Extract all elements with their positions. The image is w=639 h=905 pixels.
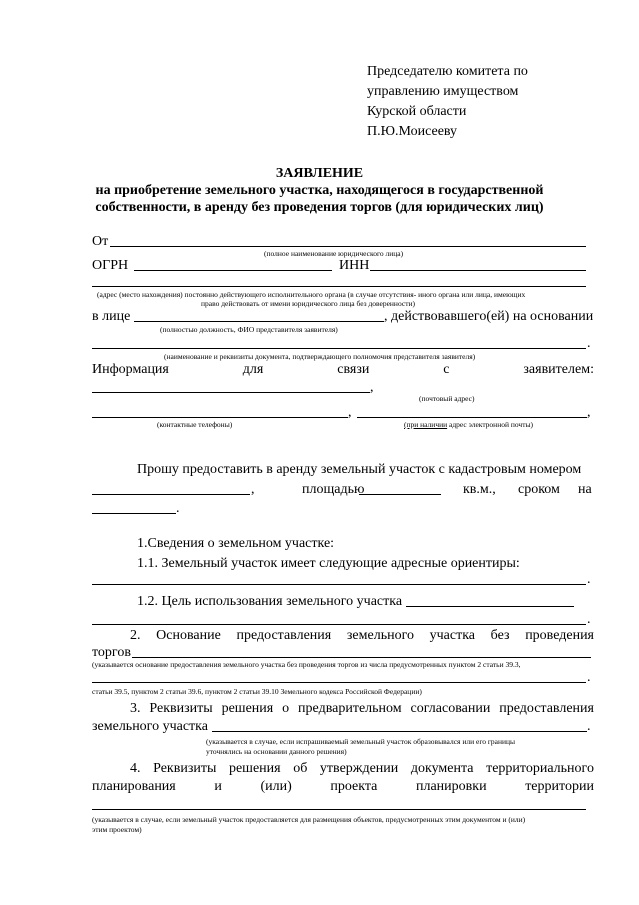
postal-address-field[interactable] [92,392,370,393]
item-2-word-7: проведения [525,628,594,643]
item-4-hint-2: этим проектом) [92,825,142,834]
email-field[interactable] [357,417,587,418]
preliminary-decision-field[interactable] [212,731,587,732]
item-4-line [130,761,594,777]
item-4-word2-2: и [214,779,222,794]
item-3-word-5: предварительном [298,701,402,716]
item-1-1: 1.1. Земельный участок имеет следующие адресные ориентиры: [137,556,520,571]
item-1-1-dot: . [587,572,591,587]
section-1-heading: 1.Сведения о земельном участке: [137,536,335,551]
from-field[interactable] [110,246,586,247]
contact-info-line [92,362,594,378]
item-4-word2-1: планирования [92,779,176,794]
item-2-word-6: без [490,628,510,643]
cadastral-number-field[interactable] [92,494,250,495]
item-4-word-1: 4. [130,761,141,776]
item-3-line [130,701,594,717]
item-3-word-6: согласовании [410,701,491,716]
item-3-cont: земельного участка [92,719,208,734]
addressee-line-4: П.Ю.Моисееву [367,124,458,139]
cadastral-comma: , [251,482,255,497]
addressee-line-3: Курской области [367,104,467,119]
from-label: От [92,234,109,249]
item-3-word-1: 3. [130,701,141,716]
item-2-word-3: предоставления [236,628,332,643]
basis-document-field[interactable] [92,348,586,349]
contact-word-4: с [443,362,450,377]
email-hint-rest: адрес электронной почты) [447,420,534,429]
postal-hint: (почтовый адрес) [419,394,475,403]
item-3-hint-1: (указывается в случае, если испрашиваемый земельный участок образовывался или его границы [206,737,516,746]
term-label: сроком [518,482,560,497]
item-3-word-4: о [282,701,290,716]
document-subtitle-1: на приобретение земельного участка, находящегося в государственной [95,183,544,198]
item-2-word-5: участка [429,628,476,643]
addressee-line-2: управлению имуществом [367,84,519,99]
area-label: площадью [302,482,365,497]
item-4-word-2: Реквизиты [153,761,217,776]
item-2-word-2: Основание [156,628,221,643]
document-title: ЗАЯВЛЕНИЕ [275,166,364,181]
item-4-word-3: решения [228,761,281,776]
ogrn-label: ОГРН [92,258,129,273]
address-hint-2: право действовать от имени юридического лица без доверенности) [201,299,415,308]
item-4-word-5: утверждении [319,761,399,776]
item-4-word2-3: (или) [260,779,292,794]
item-4-line-2 [92,779,594,795]
person-hint: (полностью должность, ФИО представителя заявителя) [160,325,338,334]
item-4-word-4: об [293,761,308,776]
email-hint [404,420,533,429]
email-comma: , [587,405,591,420]
purpose-field[interactable] [406,606,574,607]
doc-hint: (наименование и реквизиты документа, подтверждающего полномочия представителя заявителя) [164,352,476,361]
planning-document-field[interactable] [92,809,586,810]
item-2-cont: торгов [92,645,131,660]
item-2-word-1: 2. [130,628,141,643]
request-line-1: Прошу предоставить в аренду земельный участок с кадастровым номером [137,462,582,477]
item-4-word2-6: территории [525,779,594,794]
inn-label: ИНН [339,258,370,273]
item-4-word2-5: планировки [415,779,487,794]
phones-field[interactable] [92,417,348,418]
address-field[interactable] [92,286,586,287]
item-4-word-6: документа [410,761,474,776]
item-3-word-2: Реквизиты [149,701,213,716]
acting-label: , действовавшего(ей) на основании [384,309,594,324]
document-subtitle-2: собственности, в аренду без проведения торгов (для юридических лиц) [95,200,544,215]
basis-field[interactable] [132,657,591,658]
item-3-dot: . [587,719,591,734]
item-4-word2-4: проекта [330,779,378,794]
addressee-line-1: Председателю комитета по [367,64,528,79]
address-landmarks-field[interactable] [92,584,586,585]
address-hint-1: (адрес (место нахождения) постоянно действующего исполнительного органа (в случае отсутствия- иного органа или лица, имеющих [97,290,526,299]
term-field[interactable] [92,513,176,514]
item-3-hint-2: уточнялись на основании данного решения) [206,747,347,756]
item-2-hint-2: статьи 39.5, пунктом 2 статьи 39.6, пунктом 2 статьи 39.10 Земельного кодекса Российской Федерации) [92,687,422,696]
contact-word-2: для [242,362,264,377]
item-3-word-3: решения [221,701,274,716]
ogrn-field[interactable] [134,270,332,271]
postal-comma: , [370,380,374,395]
from-hint: (полное наименование юридического лица) [264,249,404,258]
email-hint-underlined: (при наличии [404,420,448,429]
item-2-hint-1: (указывается основание предоставления земельного участка без проведения торгов из числа предусмотренных пунктом 2 статьи 39.3, [92,660,521,669]
item-3-word-7: предоставления [499,701,594,716]
area-field[interactable] [359,494,441,495]
term-end-dot: . [176,501,180,516]
unit-label: кв.м., [463,482,496,497]
item-1-2-dot: . [587,612,591,627]
person-label: в лице [92,309,131,324]
contact-word-1: Информация [92,362,169,377]
contact-word-3: связи [337,362,370,377]
person-field[interactable] [134,321,384,322]
basis-field-2[interactable] [92,682,586,683]
purpose-field-2[interactable] [92,624,586,625]
inn-field[interactable] [370,270,586,271]
phones-comma: , [348,405,352,420]
phones-hint: (контактные телефоны) [157,420,233,429]
item-4-hint-1: (указывается в случае, если земельный участок предоставляется для размещения объектов, предусмотренных этим документом и (или) [92,815,526,824]
basis-end-dot: . [587,336,591,351]
item-4-word-7: территориального [486,761,594,776]
item-2-dot: . [587,670,591,685]
contact-word-5: заявителем: [523,362,594,377]
term-prep: на [578,482,592,497]
item-1-2: 1.2. Цель использования земельного участка [137,594,403,609]
item-2-word-4: земельного [346,628,414,643]
item-2-line [130,628,594,644]
